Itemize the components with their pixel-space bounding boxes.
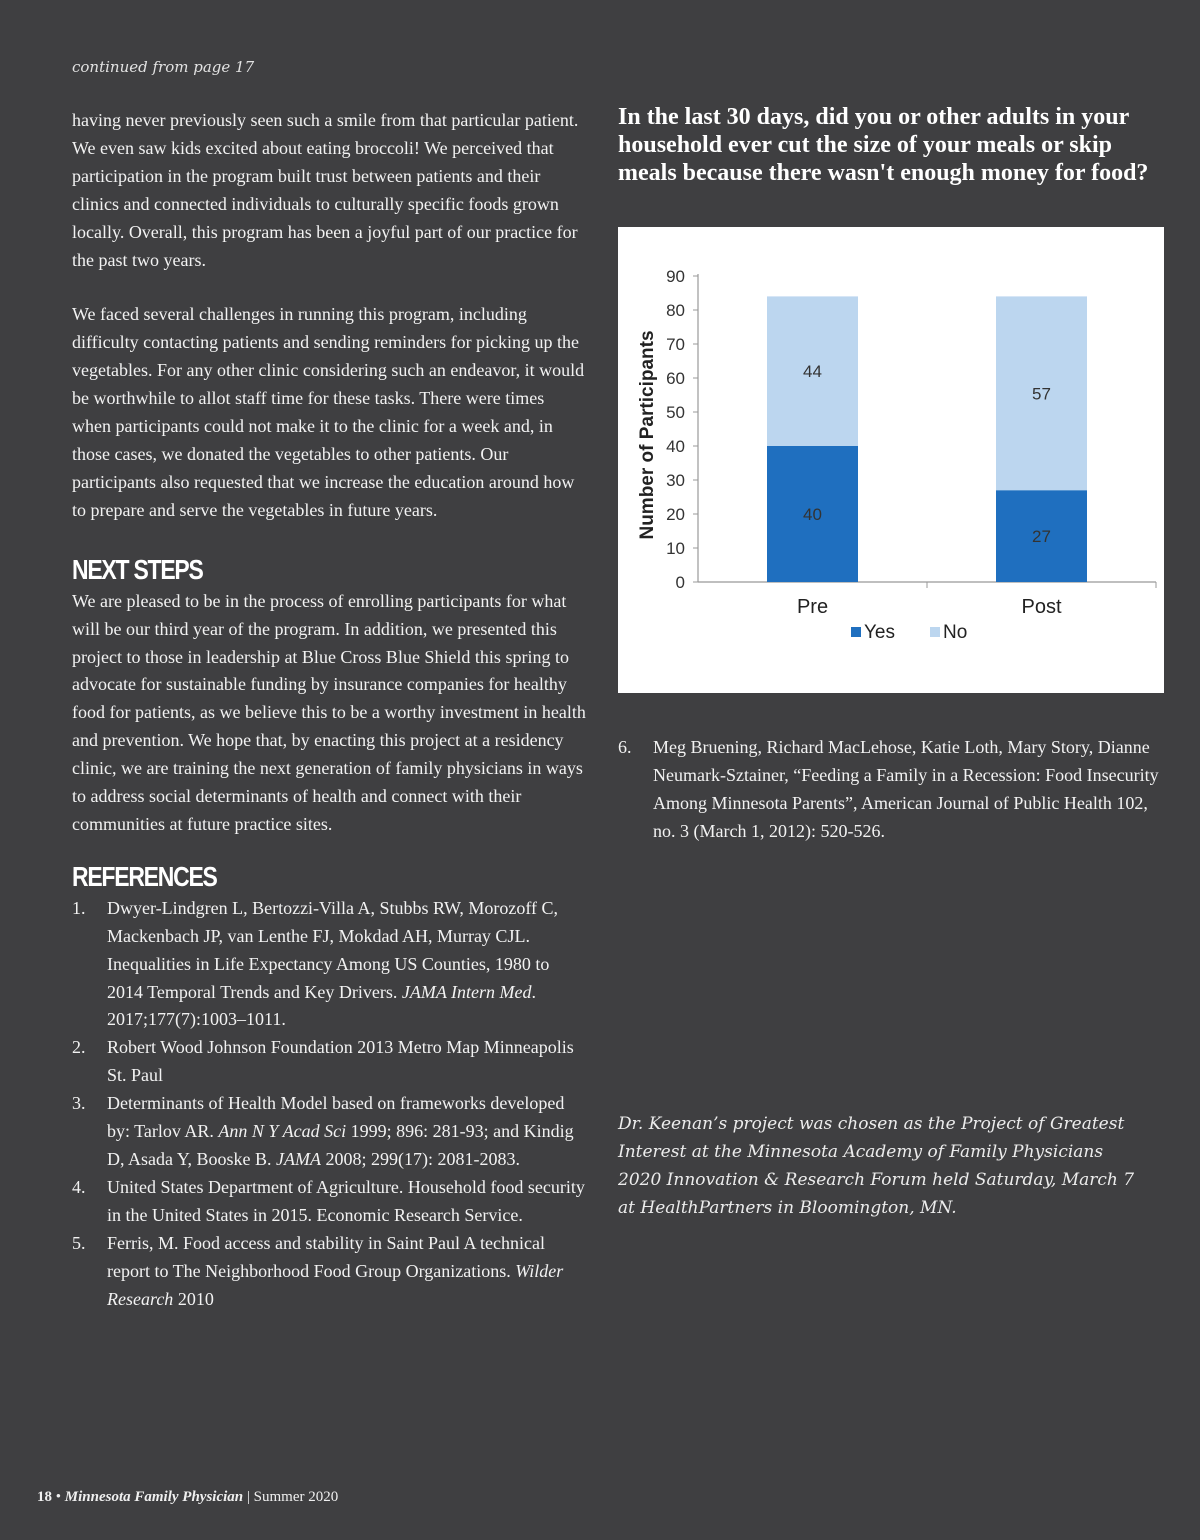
- reference-item: [72, 1174, 587, 1230]
- reference-number: 4.: [72, 1176, 86, 1197]
- paragraph-2: We faced several challenges in running this program, including difficulty contacting patients and sending reminders for picking up the vegetables. For any other clinic considering such an endeavor, it would be worthwhile to allot staff time for these tasks. There were times when participants could not make it to the clinic for a week and, in those cases, we donated the vegetables to other patients. Our participants also requested that we increase the education around how to prepare and serve the vegetables in future years.: [72, 304, 585, 520]
- reference-text: Ferris, M. Food access and stability in Saint Paul A technical report to The Neighborhood Food Group Organizations.: [107, 1232, 545, 1281]
- next-steps-heading: NEXT STEPS: [72, 553, 203, 585]
- reference-tail: 1999; 896: 281-93; and Kindig D, Asada Y, Booske B.: [107, 1121, 574, 1169]
- y-tick-label: 10: [666, 539, 685, 558]
- reference-journal: Wilder Research: [107, 1260, 564, 1309]
- data-label: 57: [1032, 384, 1051, 404]
- page-number: 18: [37, 1489, 52, 1505]
- references-list: [72, 895, 587, 1314]
- reference-tail: 2008; 299(17): 2081-2083.: [321, 1149, 520, 1169]
- legend-label-yes: Yes: [864, 622, 895, 643]
- y-tick-label: 50: [666, 403, 685, 422]
- legend-swatch-no: [930, 627, 940, 637]
- reference-tail: . 2017;177(7):1003–1011.: [107, 981, 536, 1030]
- y-tick-label: 0: [675, 573, 685, 592]
- reference-journal: Ann N Y Acad Sci: [218, 1121, 347, 1142]
- reference-number: 5.: [72, 1232, 86, 1253]
- y-tick-label: 20: [666, 505, 685, 524]
- reference-text: United States Department of Agriculture. Household food security in the United States in 2015. Economic Research Service.: [107, 1176, 585, 1225]
- magazine-name: Minnesota Family Physician: [64, 1489, 244, 1505]
- y-tick-label: 80: [666, 301, 685, 320]
- reference-text: Robert Wood Johnson Foundation 2013 Metro Map Minneapolis St. Paul: [107, 1037, 574, 1086]
- reference-text: Determinants of Health Model based on frameworks developed by: Tarlov AR.: [107, 1093, 565, 1142]
- reference-item: [72, 1090, 587, 1174]
- legend-label-no: No: [943, 622, 968, 643]
- reference-text: Dwyer-Lindgren L, Bertozzi-Villa A, Stubbs RW, Morozoff C, Mackenbach JP, van Lenthe FJ, Mokdad AH, Murray CJL. Inequalities in Life Expectancy Among US Counties, 1980 to 2014 Temporal Trends and Key Drivers.: [107, 897, 558, 1002]
- reference-number: 2.: [72, 1037, 86, 1058]
- y-tick-label: 70: [666, 335, 685, 354]
- reference-item: [72, 1034, 587, 1090]
- left-column: [72, 107, 587, 1313]
- reference-journal: JAMA: [276, 1149, 321, 1169]
- reference-item: [72, 895, 587, 1035]
- reference-list-continued: [618, 734, 1164, 846]
- reference-number: 1.: [72, 897, 86, 918]
- project-note: Dr. Keenan’s project was chosen as the Project of Greatest Interest at the Minnesota Academy of Family Physicians 2020 Innovation & Research Forum held Saturday, March 7 at HealthPartners in Bloomington, MN.: [618, 1114, 1135, 1218]
- y-tick-label: 90: [666, 267, 685, 286]
- footer-bullet: •: [55, 1489, 62, 1505]
- references-heading: REFERENCES: [72, 860, 217, 892]
- stacked-bar-chart: [618, 227, 1164, 693]
- y-tick-label: 30: [666, 471, 685, 490]
- footer-separator: |: [246, 1489, 250, 1505]
- reference-journal: JAMA Intern Med: [401, 981, 532, 1002]
- reference-text: Meg Bruening, Richard MacLehose, Katie Loth, Mary Story, Dianne Neumark-Sztainer, “Feeding a Family in a Recession: Food Insecurity Among Minnesota Parents”, American Journal of Public Health 102, no. 3 (March 1, 2012): 520-526.: [653, 737, 1159, 841]
- continued-note: continued from page 17: [72, 58, 255, 76]
- chart-question: In the last 30 days, did you or other adults in your household ever cut the size of your meals or skip meals because there wasn't enough money for food?: [618, 104, 1149, 186]
- y-axis-label: Number of Participants: [637, 330, 658, 540]
- y-tick-label: 60: [666, 369, 685, 388]
- data-label: 40: [803, 505, 822, 524]
- reference-item: [72, 1230, 587, 1314]
- legend-swatch-yes: [851, 627, 861, 637]
- category-label: Post: [1021, 596, 1062, 618]
- chart-container: [618, 227, 1164, 693]
- issue-date: Summer 2020: [253, 1489, 339, 1505]
- page-footer: [37, 1489, 338, 1506]
- data-label: 27: [1032, 527, 1051, 547]
- y-tick-label: 40: [666, 437, 685, 456]
- reference-tail: 2010: [173, 1288, 214, 1309]
- paragraph-3: We are pleased to be in the process of enrolling participants for what will be our third year of the program. In addition, we presented this project to those in leadership at Blue Cross Blue Shield this spring to advocate for sustainable funding by insurance companies for healthy food for patients, as we believe this to be a worthy investment in health and prevention. We hope that, by enacting this project at a residency clinic, we are training the next generation of family physicians in ways to address social determinants of health and connect with their communities at future practice sites.: [72, 590, 586, 834]
- reference-item: [618, 734, 1164, 846]
- reference-number: 6.: [618, 737, 632, 757]
- paragraph-1: having never previously seen such a smile from that particular patient. We even saw kids excited about eating broccoli! We perceived that participation in the program built trust between patients and their clinics and connected individuals to culturally specific foods grown locally. Overall, this program has been a joyful part of our practice for the past two years.: [72, 110, 579, 270]
- reference-number: 3.: [72, 1093, 86, 1114]
- data-label: 44: [803, 362, 822, 382]
- category-label: Pre: [796, 596, 829, 618]
- right-column: [618, 103, 1164, 841]
